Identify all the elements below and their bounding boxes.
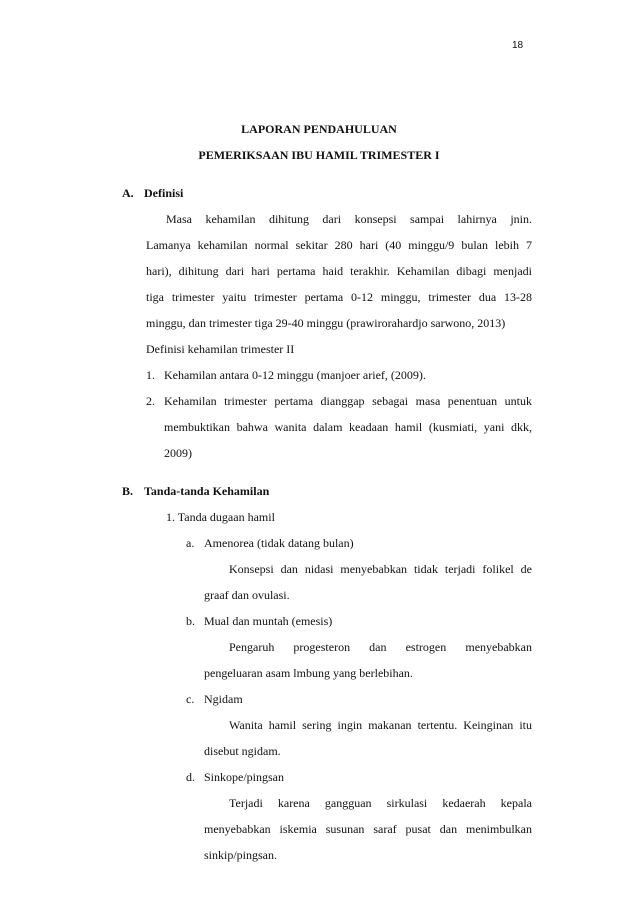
subitem-label: d.	[186, 770, 195, 784]
section-a-definition: Definisi kehamilan trimester II	[146, 342, 295, 356]
subitem-text: sinkip/pingsan.	[204, 848, 278, 862]
section-a-paragraph-line: Lamanya kehamilan normal sekitar 280 hari (40 minggu/9 bulan lebih 7	[146, 238, 532, 252]
subitem-text: graaf dan ovulasi.	[204, 588, 290, 602]
subitem-text: pengeluaran asam lmbung yang berlebihan.	[204, 666, 413, 680]
list-item-number: 2.	[146, 394, 155, 408]
subitem-title: Mual dan muntah (emesis)	[204, 614, 333, 628]
page-number: 18	[512, 40, 524, 51]
section-a-label: A.	[122, 186, 134, 200]
section-a-heading	[122, 186, 183, 201]
section-a-paragraph-line: tiga trimester yaitu trimester pertama 0-12 minggu, trimester dua 13-28	[146, 290, 532, 304]
subitem-label: a.	[186, 536, 195, 550]
list-item-text: Kehamilan antara 0-12 minggu (manjoer arief, (2009).	[164, 368, 426, 382]
subitem-text: Konsepsi dan nidasi menyebabkan tidak terjadi folikel de	[229, 562, 532, 576]
subitem-text: Terjadi karena gangguan sirkulasi kedaerah kepala	[229, 796, 532, 810]
section-a-paragraph-line: Masa kehamilan dihitung dari konsepsi sampai lahirnya jnin.	[166, 212, 532, 226]
subitem-text: disebut ngidam.	[204, 744, 281, 758]
section-a-paragraph-line: hari), dihitung dari hari pertama haid terakhir. Kehamilan dibagi menjadi	[146, 264, 532, 278]
section-b-heading	[122, 484, 269, 499]
subitem-title: Ngidam	[204, 692, 243, 706]
subitem-title: Sinkope/pingsan	[204, 770, 284, 784]
list-item-text: 2009)	[164, 446, 192, 460]
list-item-number: 1.	[146, 368, 155, 382]
section-a-paragraph-line: minggu, dan trimester tiga 29-40 minggu (prawirorahardjo sarwono, 2013)	[146, 316, 506, 330]
list-item-text: Kehamilan trimester pertama dianggap sebagai masa penentuan untuk	[164, 394, 532, 408]
subitem-label: c.	[186, 692, 195, 706]
section-b-label: B.	[122, 484, 134, 498]
subitem-label: b.	[186, 614, 195, 628]
document-subtitle: PEMERIKSAAN IBU HAMIL TRIMESTER I	[198, 148, 440, 162]
section-a-title: Definisi	[144, 186, 184, 200]
list-item-text: membuktikan bahwa wanita dalam keadaan hamil (kusmiati, yani dkk,	[164, 420, 532, 434]
section-b-title: Tanda-tanda Kehamilan	[144, 484, 270, 498]
subitem-text: menyebabkan iskemia susunan saraf pusat dan menimbulkan	[204, 822, 532, 836]
subsection-heading: 1. Tanda dugaan hamil	[166, 510, 275, 524]
subitem-text: Wanita hamil sering ingin makanan tertentu. Keinginan itu	[229, 718, 532, 732]
document-title: LAPORAN PENDAHULUAN	[241, 122, 397, 136]
subitem-text: Pengaruh progesteron dan estrogen menyebabkan	[229, 640, 532, 654]
subitem-title: Amenorea (tidak datang bulan)	[204, 536, 354, 550]
